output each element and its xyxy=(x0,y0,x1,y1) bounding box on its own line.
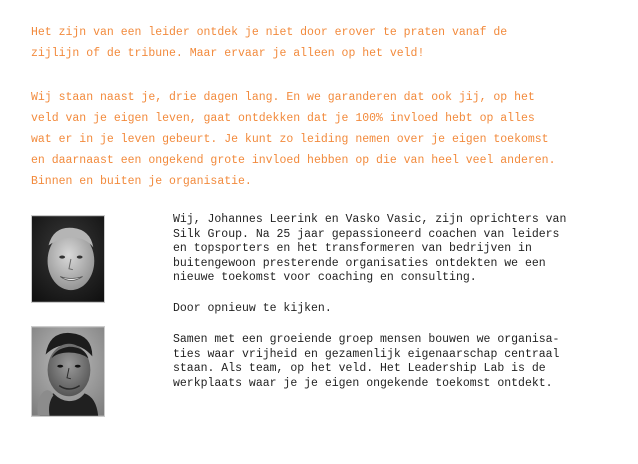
founders-line: en topsporters en het transformeren van bedrijven in xyxy=(173,242,532,256)
founders-paragraph xyxy=(173,213,613,286)
intro-line: Het zijn van een leider ontdek je niet door erover te praten vanaf de xyxy=(31,26,508,39)
look-again-line: Door opnieuw te kijken. xyxy=(173,302,332,315)
portrait-photo-bottom xyxy=(31,326,105,417)
portrait-photo-icon xyxy=(32,216,104,302)
intro-paragraph xyxy=(31,22,631,64)
look-again-paragraph xyxy=(173,302,613,317)
founders-line: Wij, Johannes Leerink en Vasko Vasic, zijn oprichters van xyxy=(173,213,567,226)
together-line: staan. Als team, op het veld. Het Leadership Lab is de xyxy=(173,362,546,376)
invite-line: en daarnaast een ongekend grote invloed hebben op die van heel veel anderen. xyxy=(31,154,556,167)
founders-line: nieuwe toekomst voor coaching en consulting. xyxy=(173,271,477,285)
invite-line: veld van je eigen leven, gaat ontdekken dat je 100% invloed hebt op alles xyxy=(31,112,535,125)
portrait-photo-icon xyxy=(32,327,104,416)
intro-line: zijlijn of de tribune. Maar ervaar je alleen op het veld! xyxy=(31,47,425,60)
invite-line: Wij staan naast je, drie dagen lang. En we garanderen dat ook jij, op het xyxy=(31,91,535,104)
together-paragraph xyxy=(173,333,613,391)
together-line: ties waar vrijheid en gezamenlijk eigenaarschap centraal xyxy=(173,347,560,361)
together-line: werkplaats waar je je eigen ongekende toekomst ontdekt. xyxy=(173,376,553,390)
invite-paragraph xyxy=(31,87,631,192)
invite-line: Binnen en buiten je organisatie. xyxy=(31,175,252,188)
portrait-photo-top xyxy=(31,215,105,303)
together-line: Samen met een groeiende groep mensen bouwen we organisa- xyxy=(173,333,560,346)
founders-line: Silk Group. Na 25 jaar gepassioneerd coachen van leiders xyxy=(173,227,560,241)
founders-line: buitengewoon presterende organisaties ontdekten we een xyxy=(173,256,546,270)
invite-line: wat er in je leven gebeurt. Je kunt zo leiding nemen over je eigen toekomst xyxy=(31,133,549,146)
